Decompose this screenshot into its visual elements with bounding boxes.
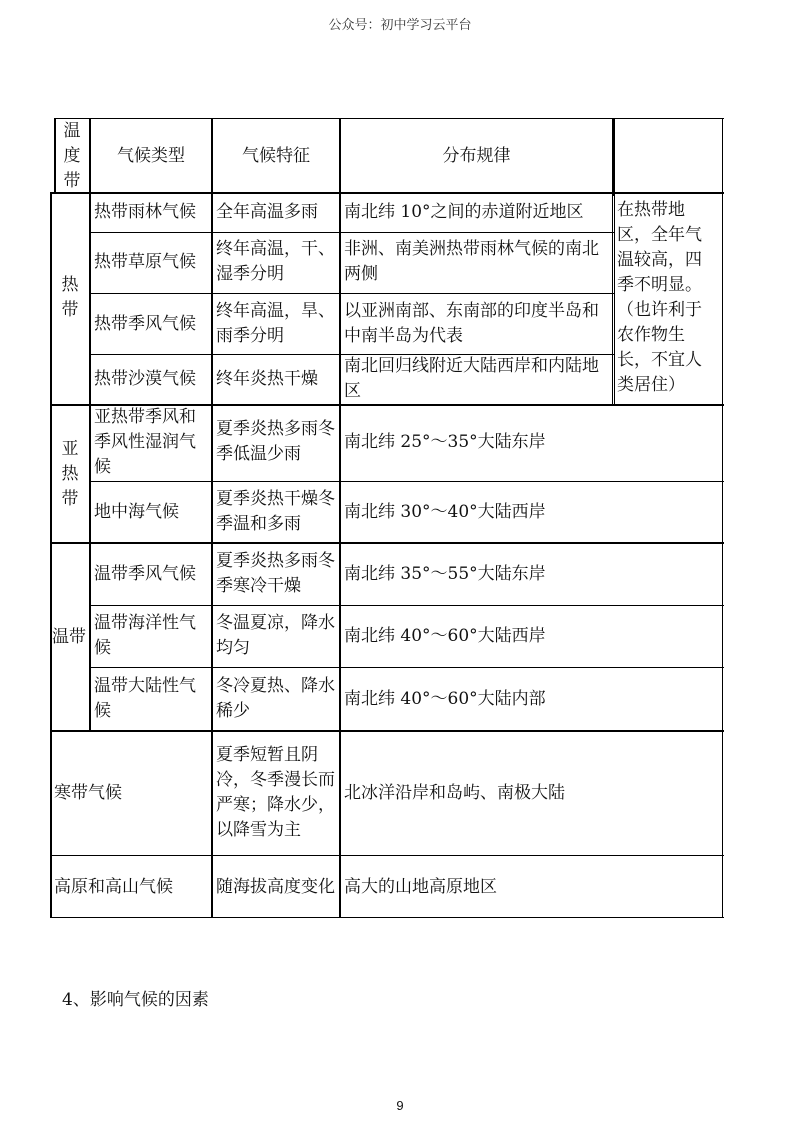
tropical-note: 在热带地区，全年气温较高，四季不明显。（也许利于农作物生长，不宜人类居住） [617,200,702,395]
row-feature: 终年炎热干燥 [216,368,318,389]
row-feature: 夏季短暂且阴冷，冬季漫长而严寒；降水少，以降雪为主 [216,745,335,840]
row-type: 温带海洋性气候 [94,613,196,658]
table-border [89,293,614,294]
row-feature: 夏季炎热多雨冬季低温少雨 [216,419,335,464]
row-feature: 全年高温多雨 [216,201,318,222]
row-distribution: 南北纬 30°～40°大陆西岸 [344,501,546,522]
table-border [50,917,724,918]
row-type: 温带大陆性气候 [94,676,196,721]
row-distribution: 高大的山地高原地区 [344,876,497,897]
header-note [613,120,721,192]
row-feature: 夏季炎热多雨冬季寒冷干燥 [216,551,335,596]
row-feature: 夏季炎热干燥冬季温和多雨 [216,489,335,534]
table-border [722,118,723,918]
row-distribution: 南北纬 10°之间的赤道附近地区 [344,201,584,222]
row-type: 亚热带季风和季风性湿润气候 [94,406,196,477]
header-zone: 温度带 [63,120,81,191]
row-type: 热带沙漠气候 [94,368,196,389]
row-distribution: 非洲、南美洲热带雨林气候的南北两侧 [344,239,599,284]
table-border [50,542,724,544]
table-border [50,192,724,194]
table-border [614,118,615,406]
row-feature: 冬冷夏热、降水稀少 [216,676,335,721]
page-number: 9 [396,1098,404,1113]
table-border [50,404,724,406]
table-border [211,118,213,918]
row-feature: 终年高温，旱、雨季分明 [216,301,335,346]
header-feature: 气候特征 [242,145,310,166]
row-distribution: 南北纬 40°～60°大陆内部 [344,688,546,709]
zone-temperate: 温带 [52,626,86,647]
row-type: 热带草原气候 [94,251,196,272]
row-distribution: 南北纬 35°～55°大陆东岸 [344,563,546,584]
row-type: 热带季风气候 [94,313,196,334]
table-border [339,118,341,918]
page-header: 公众号：初中学习云平台 [328,18,472,33]
table-border [89,481,724,482]
row-feature: 冬温夏凉，降水均匀 [216,613,335,658]
row-distribution: 以亚洲南部、东南部的印度半岛和中南半岛为代表 [344,301,599,346]
header-distribution: 分布规律 [442,145,511,166]
table-border [89,605,724,606]
table-border [50,855,724,856]
row-type: 热带雨林气候 [94,201,196,222]
table-border [54,118,724,119]
table-border [50,730,724,732]
row-type: 寒带气候 [54,782,122,803]
table-border [89,232,614,233]
table-border [89,667,724,668]
table-border [89,354,614,355]
row-type: 高原和高山气候 [54,876,173,897]
row-distribution: 北冰洋沿岸和岛屿、南极大陆 [344,782,565,803]
table-border [612,194,613,406]
header-type: 气候类型 [117,145,185,166]
zone-tropical: 热带 [61,275,79,320]
row-type: 地中海气候 [94,501,179,522]
row-type: 温带季风气候 [94,563,196,584]
table-border [54,118,56,194]
section-heading: 4、影响气候的因素 [62,990,209,1010]
row-feature: 终年高温，干、湿季分明 [216,239,335,284]
row-distribution: 南北回归线附近大陆西岸和内陆地区 [344,356,599,401]
row-distribution: 南北纬 25°～35°大陆东岸 [344,431,546,452]
row-feature: 随海拔高度变化 [216,876,335,897]
table-border [50,194,52,918]
table-border [89,118,91,730]
zone-subtropical: 亚热带 [61,438,79,509]
row-distribution: 南北纬 40°～60°大陆西岸 [344,625,546,646]
